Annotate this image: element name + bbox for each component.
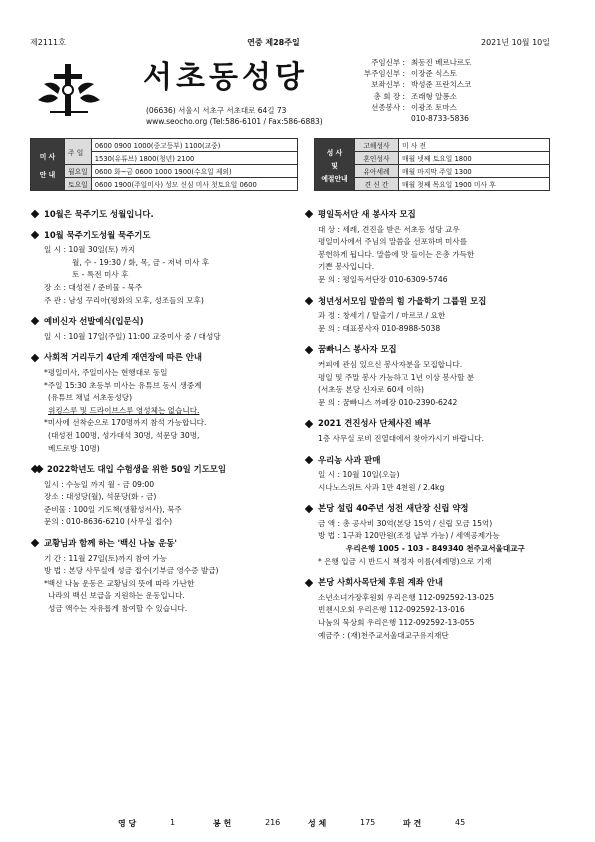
mass-schedule-label: 미 사 안 내 (31, 139, 65, 191)
diamond-bullet-icon (31, 539, 39, 547)
notice-line: 일시 : 수능일 까지 월 - 금 09:00 (44, 479, 155, 489)
notice-title-text: 사회적 거리두기 4단계 재연장에 따른 안내 (44, 352, 202, 363)
schedule-times: 1530(유튜브) 1800(청년) 2100 (91, 152, 297, 165)
right-column (306, 208, 556, 650)
schedule-day: 주 일 (65, 139, 92, 165)
stat-value: 1 (170, 818, 176, 827)
notice-line: 월, 수 - 19:30 / 화, 목, 금 - 저녁 미사 후 (72, 257, 210, 267)
liturgical-sunday: 연중 제28주일 (247, 37, 300, 47)
stat-label: 성 체 (308, 819, 327, 828)
notice-title (32, 537, 294, 550)
notice-title-text: 10월 묵주기도성월 묵주기도 (44, 229, 151, 240)
notice-line: 성금 액수는 자유롭게 참여할 수 있습니다. (48, 604, 188, 614)
schedule-day: 토요일 (65, 178, 92, 191)
notice-title (306, 343, 556, 356)
notice-section (306, 502, 556, 568)
notice-title (306, 454, 556, 467)
parish-title: 서초동성당 (143, 60, 308, 95)
issue-number: 제2111호 (30, 37, 66, 47)
notice-line: 1층 사무실 로비 진열대에서 찾아가시기 바랍니다. (318, 433, 485, 443)
notice-line: 장 소 : 대성전 / 준비물 - 묵주 (44, 282, 143, 292)
notice-title-text: 우리농 사과 판매 (318, 454, 381, 465)
issue-date: 2021년 10월 10일 (480, 37, 550, 47)
schedule-day: 월요일 (65, 165, 92, 178)
notice-line: *주일 15:30 초등부 미사는 유튜브 동시 생중계 (44, 380, 202, 390)
staff-row (355, 91, 555, 102)
diamond-bullet-icon (305, 297, 313, 305)
staff-name: 이광조 토마스 (411, 102, 457, 112)
staff-row (355, 79, 555, 90)
notice-title-text: 본당 사회사목단체 후원 계좌 안내 (318, 577, 443, 588)
notice-title-text: 평일독서단 새 봉사자 모집 (318, 209, 416, 219)
sacrament-label: 성 사 및 예절안내 (315, 139, 355, 191)
notice-line: (서초동 본당 신자로 60세 이하) (318, 385, 424, 395)
diamond-bullet-icon (31, 231, 39, 239)
parish-contact: www.seocho.org (Tel:586-6101 / Fax:586-6883) (146, 117, 323, 126)
notice-line: 봉헌하게 됩니다. 말씀에 맛 들이는 은총 가득한 (318, 249, 475, 259)
sacrament-info: 매월 넷째 토요일 1800 (399, 152, 550, 165)
notice-title (306, 295, 556, 308)
staff-row (355, 102, 555, 113)
notice-line: 빈첸시오회 우리은행 112-092592-13-016 (318, 605, 465, 615)
notice-section (32, 208, 294, 221)
stat-label: 영 당 (118, 819, 137, 828)
notice-line: 과 정 : 창세기 / 탈출기 / 마르코 / 요한 (318, 311, 446, 321)
notice-line: 예금주 : (재)천주교서울대교구유지재단 (318, 630, 449, 640)
notice-line: 평일 및 주말 봉사 가능하고 1년 이상 봉사할 분 (318, 372, 475, 382)
sacrament-info: 미 사 전 (399, 139, 550, 152)
notice-line: 준비물 : 100일 기도책(생활성서사), 묵주 (44, 504, 182, 514)
notice-title-text: 2021 견진성사 단체사진 배부 (318, 418, 431, 429)
notice-section (32, 229, 294, 308)
notice-line: 커피에 관심 있으신 봉사자분을 모집합니다. (318, 359, 463, 369)
diamond-bullet-icon (305, 210, 313, 218)
diamond-bullet-icon (305, 456, 313, 464)
notice-line: 베드로방 10명) (48, 443, 100, 453)
notice-section (306, 417, 556, 445)
notice-title (306, 502, 556, 515)
diamond-bullet-icon (305, 504, 313, 512)
notice-line: (유튜브 채널 서초동성당) (48, 393, 133, 403)
diamond-bullet-icon (31, 210, 39, 218)
staff-role (355, 113, 411, 124)
parish-logo-icon (30, 60, 108, 120)
notice-title (32, 229, 294, 242)
staff-role: 부주임신부 : (363, 69, 405, 79)
stat-label: 봉 헌 (213, 819, 232, 828)
notice-line: 일 시 : 10월 30일(토) 까지 (44, 245, 136, 255)
sacrament-name: 유아세례 (355, 165, 399, 178)
notice-line: 방 법 : 본당 사무실에 성금 접수(기부금 영수증 발급) (44, 566, 219, 576)
diamond-bullet-icon (305, 578, 313, 586)
masthead-bar (30, 36, 550, 48)
schedule-times: 0600 1900(주일미사) 성모 신심 미사 첫토요일 0600 (91, 178, 297, 191)
stat-item (403, 818, 498, 829)
staff-list (355, 57, 555, 124)
staff-name: 이장준 식스토 (411, 69, 457, 79)
notice-section (306, 343, 556, 409)
notice-line: 대 상 : 세례, 견진을 받은 서초동 성당 교우 (318, 224, 460, 234)
schedule-times: 0600 0900 1000(중고등부) 1100(교중) (91, 139, 297, 152)
sacrament-table (314, 138, 550, 191)
notice-line: 문 의 : 평일독서단장 010-6309-5746 (318, 274, 448, 284)
notice-title-text: 꿈빠니스 봉사자 모집 (318, 344, 397, 355)
notice-line: (대성전 100명, 성가대석 30명, 석문당 30명, (48, 430, 200, 440)
stat-value: 216 (265, 818, 281, 827)
notice-line: 문 의 : 대표봉사자 010-8988-5038 (318, 323, 441, 333)
diamond-bullet-icon (305, 345, 313, 353)
notice-line: 위킹스루 및 드라이브스루 영성체는 없습니다. (48, 405, 200, 415)
notice-section (32, 463, 294, 529)
staff-role: 보좌신부 : (371, 80, 405, 90)
notice-line: 나눔의 묵상회 우리은행 112-092592-13-055 (318, 618, 475, 628)
notice-line: *미사에 선착순으로 170명까지 참석 가능합니다. (44, 418, 207, 428)
notice-line: * 은행 입금 시 반드시 책정자 이름(세례명)으로 기재 (318, 556, 492, 566)
staff-role: 선종봉사 : (371, 102, 405, 112)
sacrament-name: 혼인성사 (355, 152, 399, 165)
notice-line: 문의 : 010-8636-6210 (사무실 접수) (44, 517, 173, 527)
sacrament-name: 견 신 간 (355, 178, 399, 191)
notice-title (32, 351, 294, 364)
diamond-bullet-icon (305, 419, 313, 427)
stat-value: 45 (455, 818, 466, 827)
sacrament-info: 매월 첫째 목요일 1900 미사 후 (399, 178, 550, 191)
notice-line: 나라의 백신 보급을 지원하는 운동입니다. (48, 591, 185, 601)
diamond-bullet-icon (31, 353, 39, 361)
notice-line: 소년소녀가장후원회 우리은행 112-092592-13-025 (318, 592, 495, 602)
sacrament-name: 고해성사 (355, 139, 399, 152)
notice-line: 기 간 : 11월 27일(토)까지 참여 가능 (44, 553, 167, 563)
notice-line: 주 관 : 남성 꾸리아(평화의 모후, 성조들의 모후) (44, 295, 204, 305)
notice-title (32, 463, 294, 476)
stat-item (118, 818, 213, 829)
notice-line: 시나노스위트 사과 1만 4천원 / 2.4kg (318, 482, 445, 492)
notice-title (306, 208, 556, 221)
notice-line: 금 액 : 총 공사비 30억(본당 15억 / 신립 모금 15억) (318, 518, 493, 528)
staff-role: 주임신부 : (371, 58, 405, 67)
notice-section (32, 351, 294, 455)
notice-section (306, 295, 556, 336)
mass-schedule-table (30, 138, 298, 191)
notice-line: *평일미사, 주일미사는 현행대로 동일 (44, 367, 168, 377)
notice-section (32, 537, 294, 616)
notice-line: 방 법 : 1구좌 120만원(조정 납부 가능) / 세액공제가능 (318, 531, 500, 541)
left-column (32, 208, 294, 624)
staff-name: 010-8733-5836 (411, 114, 469, 124)
staff-name: 최동진 베르나르도 (411, 58, 472, 67)
parish-address: (06636) 서울시 서초구 서초대로 64길 73 (146, 106, 287, 115)
weekly-stats-footer (118, 818, 498, 829)
stat-label: 파 견 (403, 819, 422, 828)
notice-title (306, 417, 556, 430)
diamond-bullet-icon (31, 465, 39, 473)
notice-section (306, 576, 556, 642)
staff-role: 총 회 장 : (373, 91, 405, 101)
notice-section (32, 315, 294, 343)
notice-line: 일 시 : 10월 10일(오늘) (318, 470, 400, 480)
notice-title (32, 208, 294, 221)
notice-line: 토 - 특전 미사 후 (72, 270, 129, 280)
diamond-bullet-icon (31, 317, 39, 325)
sacrament-info: 매월 마지막 주일 1300 (399, 165, 550, 178)
schedule-times: 0600 화~금 0600 1000 1900(수요일 제외) (91, 165, 297, 178)
staff-name: 박성준 프란치스코 (411, 80, 472, 90)
notice-title-text: 교황님과 함께 하는 '백신 나눔 운동' (44, 538, 177, 549)
notice-title-text: 2022학년도 대입 수험생을 위한 50일 기도모임 (47, 464, 226, 475)
notice-line: 기쁜 봉사입니다. (318, 262, 375, 272)
notice-title (32, 315, 294, 328)
stat-item (308, 818, 403, 829)
staff-name: 조래형 알퐁소 (411, 91, 457, 101)
parish-address-block (146, 105, 323, 127)
stat-value: 175 (360, 818, 376, 827)
notice-title-text: 본당 설립 40주년 성전 새단장 신립 약정 (318, 503, 469, 514)
notice-line: *백신 나눔 운동은 교황님의 뜻에 따라 가난한 (44, 578, 195, 588)
staff-row (355, 68, 555, 79)
notice-title-text: 10월은 묵주기도 성월입니다. (44, 209, 154, 219)
notice-title (306, 576, 556, 589)
staff-row (355, 113, 555, 124)
notice-line: 평일미사에서 주님의 말씀을 선포하며 미사를 (318, 237, 468, 247)
notice-line: 우리은행 1005 - 103 - 849340 천주교서울대교구 (346, 544, 525, 554)
notice-line: 장소 : 대성당(월), 석문당(화 - 금) (44, 492, 157, 502)
notice-title-text: 청년성서모임 말씀의 힘 가을학기 그룹원 모집 (318, 295, 487, 306)
stat-item (213, 818, 308, 829)
notice-section (306, 454, 556, 495)
staff-row (355, 57, 555, 68)
notice-title-text: 예비신자 선발예식(입문식) (44, 316, 144, 327)
notice-section (306, 208, 556, 287)
notice-line: 일 시 : 10월 17일(주일) 11:00 교중미사 중 / 대성당 (44, 331, 221, 341)
notice-line: 문 의 : 꿈빠니스 까페장 010-2390-6242 (318, 397, 458, 407)
